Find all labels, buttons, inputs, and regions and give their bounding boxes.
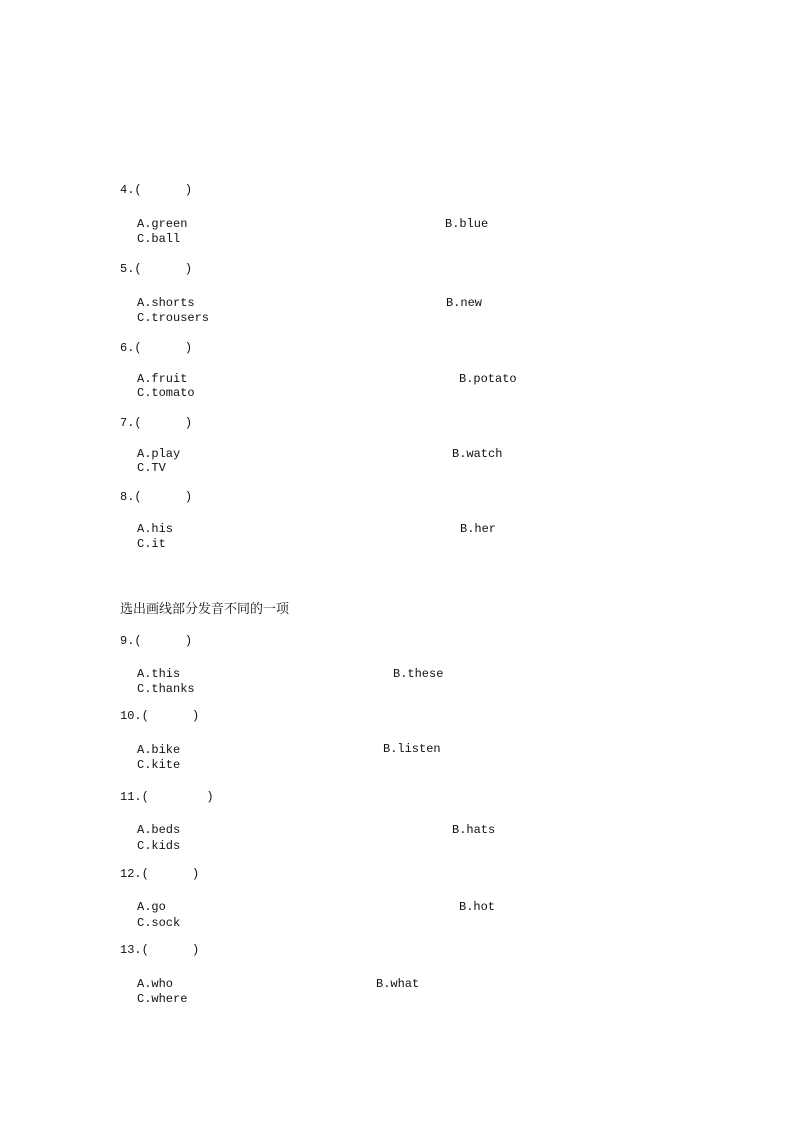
question-8-number: 8.( ) [120,490,193,504]
question-12-option-c: C.sock [137,916,181,930]
question-8-option-c: C.it [137,537,166,551]
question-11-option-c: C.kids [137,839,181,853]
question-12-number: 12.( ) [120,867,200,881]
question-9-option-b: B.these [393,667,444,681]
question-13-option-c: C.where [137,992,188,1006]
question-7-number: 7.( ) [120,416,193,430]
question-6-option-a: A.fruit [137,372,188,386]
question-12-option-b: B.hot [459,900,496,914]
question-9-option-a: A.this [137,667,181,681]
question-6-option-c: C.tomato [137,386,195,400]
question-7-option-a: A.play [137,447,181,461]
question-13-option-b: B.what [376,977,420,991]
section-heading: 选出画线部分发音不同的一项 [120,602,290,617]
question-7-option-b: B.watch [452,447,503,461]
question-8-option-b: B.her [460,522,497,536]
question-4-option-a: A.green [137,217,188,231]
question-6-number: 6.( ) [120,341,193,355]
question-11-option-a: A.beds [137,823,181,837]
question-5-option-c: C.trousers [137,311,210,325]
question-4-number: 4.( ) [120,183,193,197]
question-11-option-b: B.hats [452,823,496,837]
question-10-option-a: A.bike [137,743,181,757]
question-10-option-b: B.listen [383,742,441,756]
question-5-option-a: A.shorts [137,296,195,310]
question-7-option-c: C.TV [137,461,166,475]
question-5-number: 5.( ) [120,262,193,276]
question-13-number: 13.( ) [120,943,200,957]
question-10-option-c: C.kite [137,758,181,772]
question-10-number: 10.( ) [120,709,200,723]
question-13-option-a: A.who [137,977,174,991]
question-6-option-b: B.potato [459,372,517,386]
question-12-option-a: A.go [137,900,166,914]
question-11-number: 11.( ) [120,790,214,804]
question-8-option-a: A.his [137,522,174,536]
question-5-option-b: B.new [446,296,483,310]
question-9-option-c: C.thanks [137,682,195,696]
question-9-number: 9.( ) [120,634,193,648]
question-4-option-b: B.blue [445,217,489,231]
question-4-option-c: C.ball [137,232,181,246]
